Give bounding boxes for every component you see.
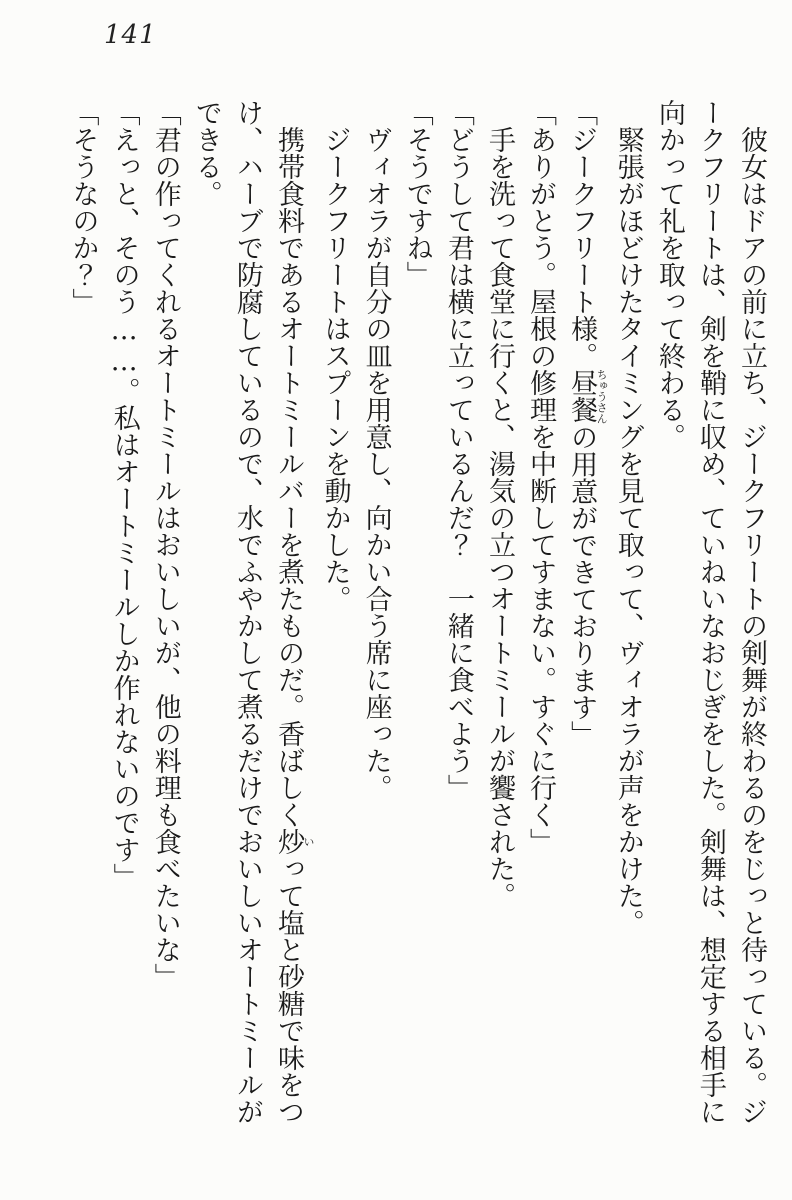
text-column: 「君の作ってくれるオートミールはおいしいが、他の料理も食べたいな」 [149, 99, 181, 990]
ruby-annotated-word: 昼餐ちゅうさん [566, 368, 609, 424]
text-column: 「えっと、そのう……。私はオートミールしか作れないのです」 [108, 99, 140, 890]
text-column: 緊張がほどけたタイミングを見て取って、ヴィオラが声をかけた。 [612, 126, 644, 936]
furigana: ちゅうさん [595, 368, 609, 424]
furigana: い [301, 828, 315, 855]
text-column: 携帯食料であるオートミールバーを煮たものだ。香ばしく炒いって塩と砂糖で味をつ [272, 126, 315, 1125]
text-column: ジークフリートはスプーンを動かした。 [319, 126, 351, 612]
text-column: できる。 [190, 99, 222, 207]
text-column: 手を洗って食堂に行くと、湯気の立つオートミールが饗された。 [483, 126, 515, 909]
text-column: 向かって礼を取って終わる。 [653, 99, 685, 450]
text-column: 「そうですね」 [401, 99, 433, 288]
text-column: 「どうして君は横に立っているんだ？ 一緒に食べよう」 [442, 99, 474, 801]
page-number: 141 [104, 20, 157, 50]
vertical-text-block [62, 99, 772, 1125]
text-column: ークフリートは、剣を鞘に収め、ていねいなおじぎをした。剣舞は、想定する相手に [694, 99, 726, 1125]
text-column: け、ハーブで防腐しているので、水でふやかして煮るだけでおいしいオートミールが [231, 99, 263, 1125]
text-column: 彼女はドアの前に立ち、ジークフリートの剣舞が終わるのをじっと待っている。ジ [736, 126, 767, 1125]
text-column: 「ジークフリート様。昼餐ちゅうさんの用意ができております」 [566, 99, 609, 748]
text-column: ヴィオラが自分の皿を用意し、向かい合う席に座った。 [360, 126, 392, 801]
text-column: 「そうなのか？」 [67, 99, 99, 315]
ruby-annotated-word: 炒い [272, 828, 315, 855]
text-column: 「ありがとう。屋根の修理を中断してすまない。すぐに行く」 [525, 99, 557, 855]
